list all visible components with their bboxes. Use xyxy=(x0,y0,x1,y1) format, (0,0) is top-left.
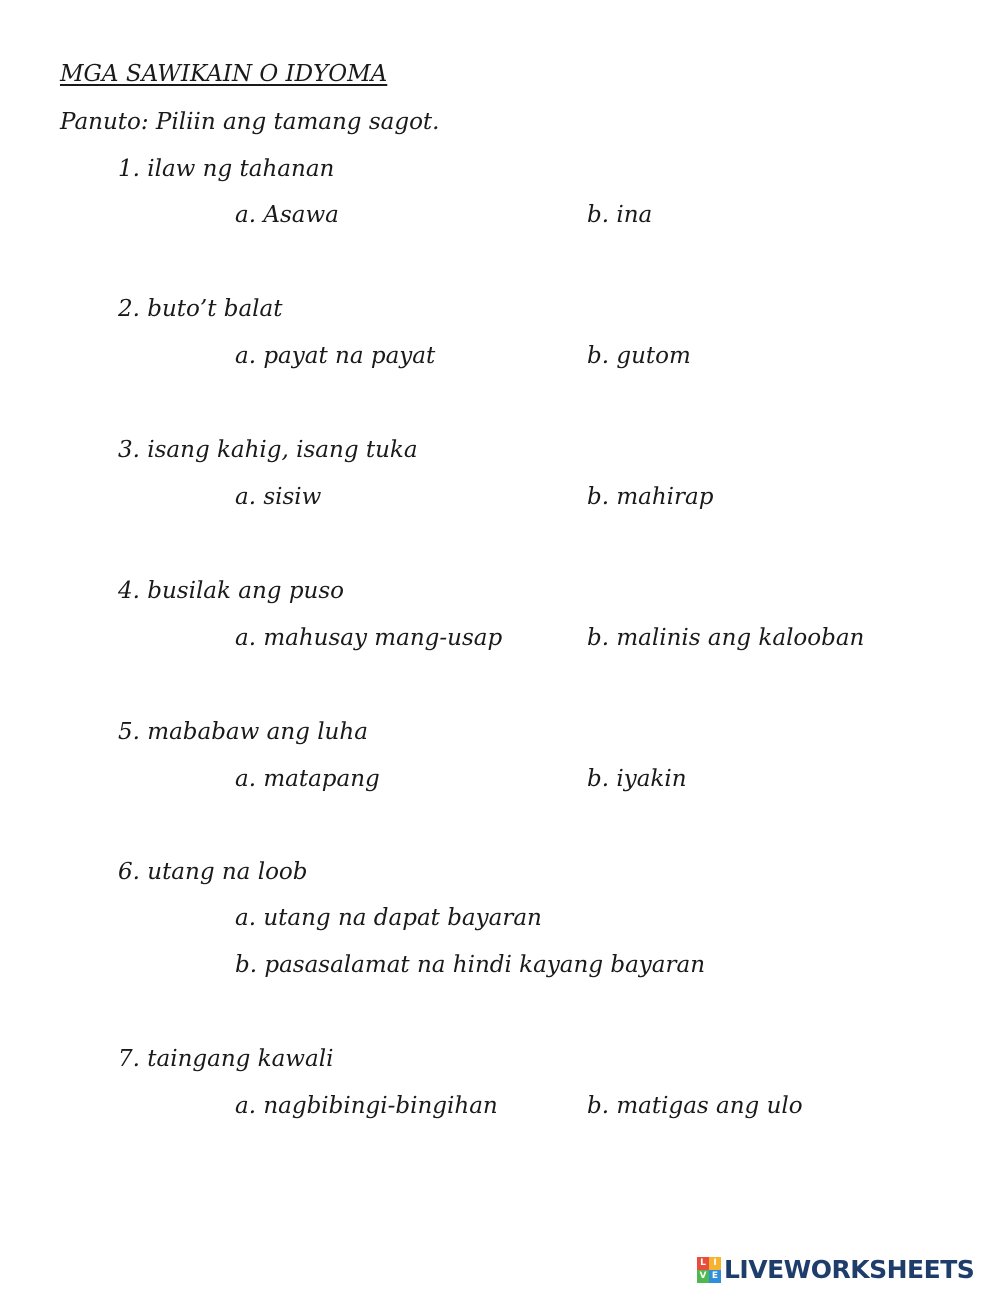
option-b[interactable]: b. matigas ang ulo xyxy=(587,1093,803,1119)
option-b[interactable]: b. malinis ang kalooban xyxy=(587,625,865,651)
question-prompt: 5. mababaw ang luha xyxy=(118,719,368,745)
logo-mark-letter: V xyxy=(697,1270,709,1283)
question-prompt: 1. ilaw ng tahanan xyxy=(118,156,335,182)
option-b[interactable]: b. gutom xyxy=(587,343,691,369)
option-a[interactable]: a. matapang xyxy=(235,766,380,792)
question-prompt: 6. utang na loob xyxy=(118,859,308,885)
option-b[interactable]: b. mahirap xyxy=(587,484,714,510)
option-a[interactable]: a. Asawa xyxy=(235,202,339,228)
liveworksheets-logo xyxy=(697,1256,974,1284)
logo-text: LIVEWORKSHEETS xyxy=(724,1255,975,1284)
instructions: Panuto: Piliin ang tamang sagot. xyxy=(60,109,440,135)
option-a[interactable]: a. mahusay mang-usap xyxy=(235,625,503,651)
option-a[interactable]: a. nagbibingi-bingihan xyxy=(235,1093,498,1119)
question-prompt: 7. taingang kawali xyxy=(118,1046,334,1072)
question-prompt: 2. buto’t balat xyxy=(118,296,283,322)
option-b[interactable]: b. pasasalamat na hindi kayang bayaran xyxy=(235,952,706,978)
option-a[interactable]: a. sisiw xyxy=(235,484,322,510)
logo-mark-letter: E xyxy=(709,1270,721,1283)
logo-mark-letter: I xyxy=(709,1257,721,1270)
question-prompt: 3. isang kahig, isang tuka xyxy=(118,437,418,463)
logo-mark-letter: L xyxy=(697,1257,709,1270)
option-b[interactable]: b. iyakin xyxy=(587,766,687,792)
live-logo-icon xyxy=(697,1257,721,1283)
option-b[interactable]: b. ina xyxy=(587,202,653,228)
question-prompt: 4. busilak ang puso xyxy=(118,578,345,604)
option-a[interactable]: a. utang na dapat bayaran xyxy=(235,905,542,931)
worksheet-title: MGA SAWIKAIN O IDYOMA xyxy=(60,61,388,87)
option-a[interactable]: a. payat na payat xyxy=(235,343,436,369)
